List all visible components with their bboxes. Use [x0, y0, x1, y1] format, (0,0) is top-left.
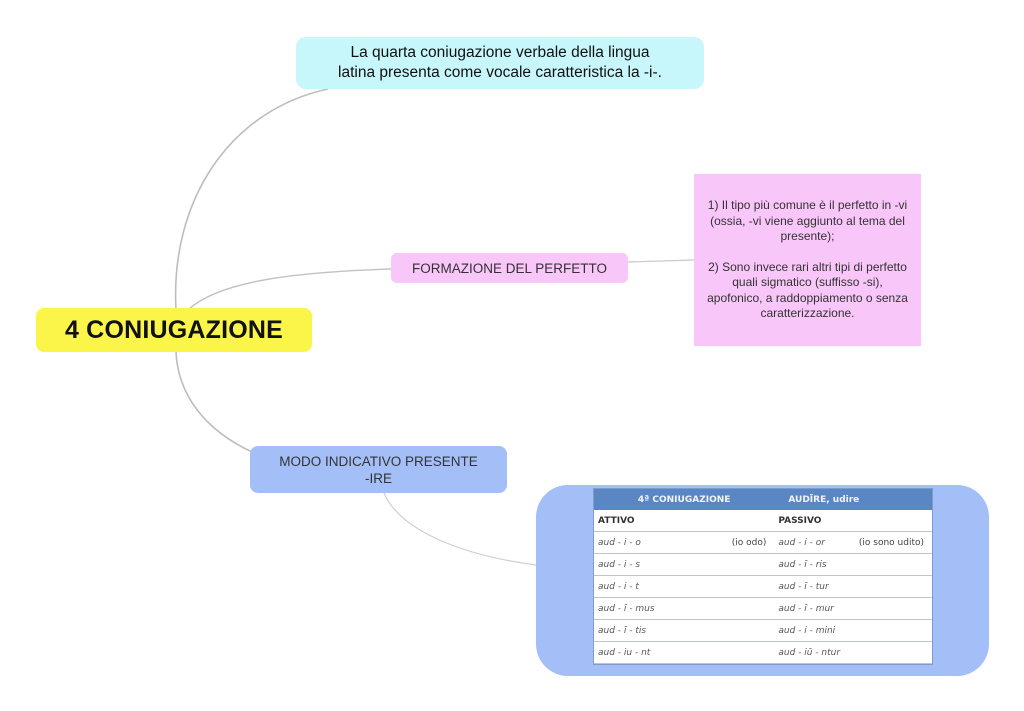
table-row [594, 532, 932, 554]
passive-translation [849, 554, 932, 576]
passive-translation [849, 642, 932, 664]
passive-translation [849, 576, 932, 598]
perfetto-note-paragraph-1: 1) Il tipo più comune è il perfetto in -vi (ossia, -vi viene aggiunto al tema del presente); [707, 198, 908, 244]
perfetto-note-node[interactable] [694, 174, 921, 346]
active-form: aud - i - s [594, 554, 699, 576]
passive-form: aud - ī - mur [774, 598, 849, 620]
passive-form: aud - iū - ntur [774, 642, 849, 664]
modo-node-line-1: MODO INDICATIVO PRESENTE [279, 453, 478, 469]
active-form: aud - iu - nt [594, 642, 699, 664]
table-subheader-row [594, 510, 932, 532]
perfetto-node-label: FORMAZIONE DEL PERFETTO [411, 260, 608, 276]
active-translation [699, 642, 775, 664]
intro-note-node[interactable] [296, 37, 704, 89]
root-node-label: 4 CONIUGAZIONE [64, 315, 284, 344]
table-header-right: AUDĪRE, udire [774, 489, 932, 510]
passive-form: aud - ī - ris [774, 554, 849, 576]
active-form: aud - i - t [594, 576, 699, 598]
active-form: aud - ī - tis [594, 620, 699, 642]
table-header-row [594, 489, 932, 510]
table-header-left: 4ª CONIUGAZIONE [594, 489, 774, 510]
table-row [594, 576, 932, 598]
active-translation: (io odo) [699, 532, 775, 554]
perfetto-node[interactable] [391, 253, 628, 283]
table-row [594, 598, 932, 620]
intro-note-line-1: La quarta coniugazione verbale della lingua [350, 44, 650, 61]
active-translation [699, 576, 775, 598]
table-row [594, 554, 932, 576]
active-translation [699, 598, 775, 620]
root-node[interactable] [36, 308, 312, 352]
passive-form: aud - ī - tur [774, 576, 849, 598]
active-column-label: ATTIVO [594, 510, 774, 532]
active-translation [699, 554, 775, 576]
modo-node-line-2: -IRE [365, 470, 392, 486]
passive-form: aud - i - or [774, 532, 849, 554]
conjugation-table [594, 489, 932, 664]
passive-translation: (io sono udito) [849, 532, 932, 554]
passive-form: aud - i - mini [774, 620, 849, 642]
perfetto-note-paragraph-2: 2) Sono invece rari altri tipi di perfetto quali sigmatico (suffisso -si), apofonico, a raddoppiamento o senza caratterizzazione. [707, 259, 908, 321]
modo-indicativo-node[interactable] [250, 446, 507, 493]
table-row [594, 620, 932, 642]
active-form: aud - i - o [594, 532, 699, 554]
active-translation [699, 620, 775, 642]
intro-note-line-2: latina presenta come vocale caratteristica la -i-. [338, 64, 662, 81]
active-form: aud - ī - mus [594, 598, 699, 620]
passive-column-label: PASSIVO [774, 510, 932, 532]
table-row [594, 642, 932, 664]
passive-translation [849, 598, 932, 620]
passive-translation [849, 620, 932, 642]
